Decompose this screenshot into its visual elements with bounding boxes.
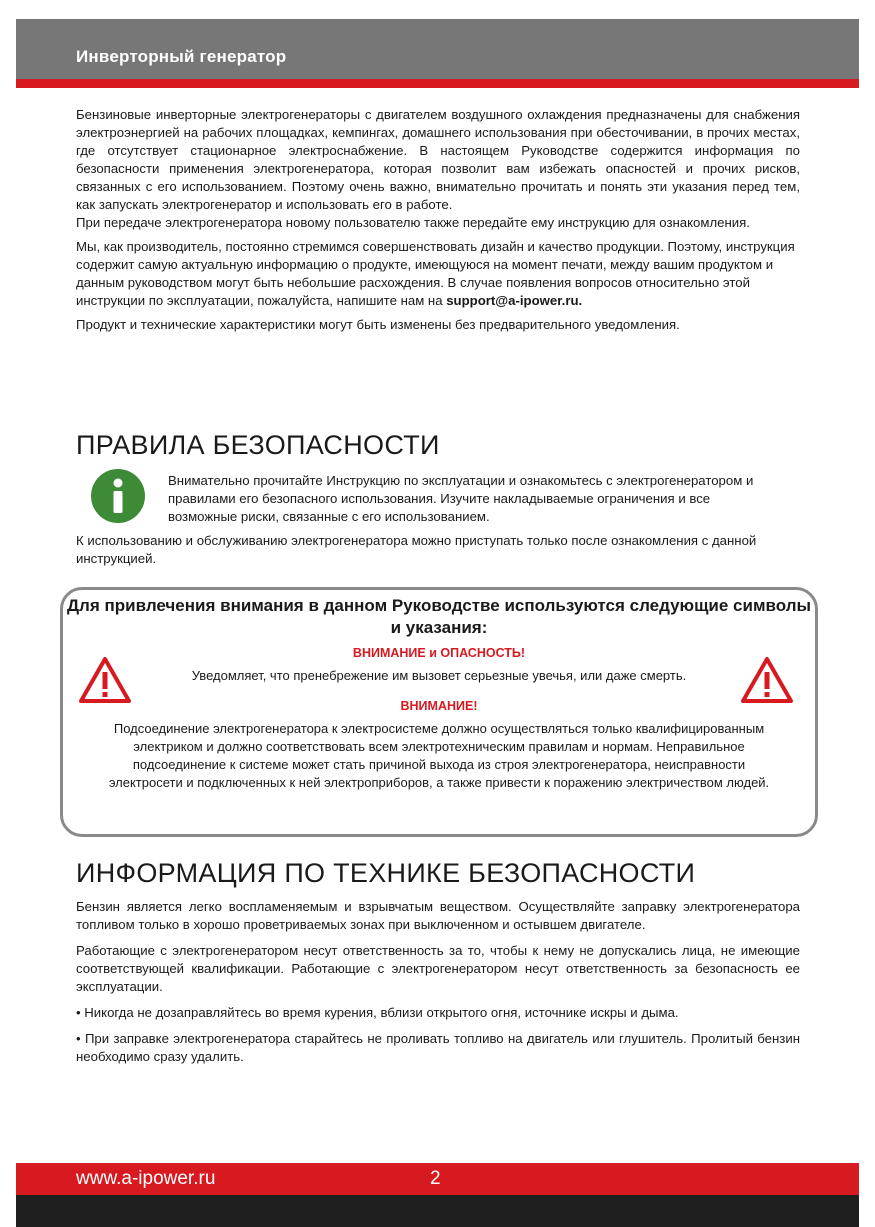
safety-info-bullet-2: • При заправке электрогенератора старайтесь не проливать топливо на двигатель или глушитель. Пролитый бензин необходимо сразу удалить.	[76, 1031, 800, 1064]
safety-rules-heading: ПРАВИЛА БЕЗОПАСНОСТИ	[76, 430, 440, 460]
intro-paragraph-3	[76, 238, 800, 310]
danger-label: ВНИМАНИЕ и ОПАСНОСТЬ!	[352, 646, 526, 660]
safety-info-section	[76, 898, 800, 1066]
safety-info-heading: ИНФОРМАЦИЯ ПО ТЕХНИКЕ БЕЗОПАСНОСТИ	[76, 858, 696, 888]
footer-website-link[interactable]: www.a-ipower.ru	[76, 1168, 216, 1189]
info-icon	[90, 468, 146, 524]
intro-paragraph-3-text: Мы, как производитель, постоянно стремимся совершенствовать дизайн и качество продукции. Поэтому, инструкция содержит самую актуальную информацию о продукте, имеющуюся на момент печати, между вашим продуктом и данным руководством могут быть небольшие расхождения. В случае появления вопросов относительно этой инструкции по эксплуатации, пожалуйста, напишите нам на	[76, 239, 795, 308]
danger-description	[60, 668, 875, 683]
safety-info-paragraph-1: Бензин является легко воспламеняемым и взрывчатым веществом. Осуществляйте заправку электрогенератора топливом только в хорошо проветриваемых зонах при выключенном и остывшем двигателе.	[76, 899, 800, 932]
warning-label: ВНИМАНИЕ!	[400, 699, 478, 713]
intro-section	[76, 106, 800, 334]
safety-instruction-text: Внимательно прочитайте Инструкцию по эксплуатации и ознакомьтесь с электрогенератором и правилами его безопасного использования. Изучите накладываемые ограничения и все возможные риски, связанные с его использованием.	[168, 473, 754, 524]
intro-paragraph-2: При передаче электрогенератора новому пользователю также передайте ему инструкцию для ознакомления.	[76, 215, 750, 230]
page-header-title: Инверторный генератор	[76, 47, 287, 66]
footer-dark-stripe	[16, 1195, 859, 1227]
header-accent-stripe	[16, 79, 859, 88]
safety-info-bullet-1: • Никогда не дозаправляйтесь во время курения, вблизи открытого огня, источнике искры и дыма.	[76, 1005, 679, 1020]
safety-after-text: К использованию и обслуживанию электрогенератора можно приступать только после ознакомления с данной инструкцией.	[76, 533, 757, 566]
notice-heading: Для привлечения внимания в данном Руководстве используются следующие символы и указания:	[66, 596, 812, 637]
support-email-link[interactable]: support@a-ipower.ru.	[446, 293, 583, 308]
intro-paragraph-4: Продукт и технические характеристики могут быть изменены без предварительного уведомления.	[76, 317, 680, 332]
danger-description-text: Уведомляет, что пренебрежение им вызовет серьезные увечья, или даже смерть.	[191, 668, 687, 683]
page-number: 2	[430, 1168, 441, 1189]
intro-paragraph-1: Бензиновые инверторные электрогенераторы с двигателем воздушного охлаждения предназначены для снабжения электроэнергией на рабочих площадках, кемпингах, домашнего использования при обесточивании, в прочих местах, где отсутствует стационарное электроснабжение. В настоящем Руководстве содержится информация по безопасности применения электрогенератора, которая позволит вам избежать опасностей и прочих рисков, связанных с его использованием. Поэтому очень важно, внимательно прочитать и понять эти указания перед тем, как запускать электрогенератор и использовать его в работе.	[76, 107, 800, 212]
safety-info-paragraph-2: Работающие с электрогенератором несут ответственность за то, чтобы к нему не допускались лица, не имеющие соответствующей квалификации. Работающие с электрогенератором несут ответственность за безопасность ее эксплуатации.	[76, 943, 800, 994]
warning-description: Подсоединение электрогенератора к электросистеме должно осуществляться только квалифицированным электриком и должно соответствовать всем электротехническим правилам и нормам. Неправильное подсоединение к системе может стать причиной выхода из строя электрогенератора, неисправности электросети и подключенных к ней электроприборов, а также привести к поражению электричеством людей.	[108, 721, 770, 790]
